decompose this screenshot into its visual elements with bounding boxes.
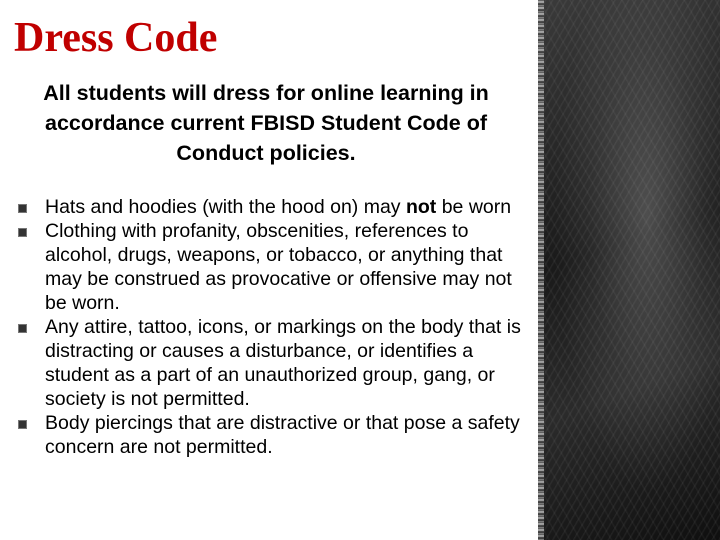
bullet-text-end: be worn xyxy=(436,196,512,218)
list-item xyxy=(18,315,530,411)
bullet-emphasis: not xyxy=(405,196,437,218)
slide-title: Dress Code xyxy=(14,15,218,61)
list-item xyxy=(18,219,530,315)
photo-border-strip xyxy=(538,0,544,540)
bullet-text: Body piercings that are distractive or that pose a safety concern are not permitted. xyxy=(45,412,520,458)
lead-paragraph: All students will dress for online learning in accordance current FBISD Student Code of Conduct policies. xyxy=(43,81,489,165)
bullet-list xyxy=(18,195,530,459)
decorative-photo-panel xyxy=(538,0,720,540)
list-item xyxy=(18,411,530,459)
bullet-text-start: Hats and hoodies (with the hood on) may xyxy=(45,196,406,218)
bullet-text: Any attire, tattoo, icons, or markings on the body that is distracting or causes a disturbance, or identifies a student as a part of an unauthorized group, gang, or society is not permitted. xyxy=(45,316,521,410)
bullet-text: Clothing with profanity, obscenities, references to alcohol, drugs, weapons, or tobacco, or anything that may be construed as provocative or offensive may not be worn. xyxy=(45,220,512,314)
list-item xyxy=(18,195,530,219)
